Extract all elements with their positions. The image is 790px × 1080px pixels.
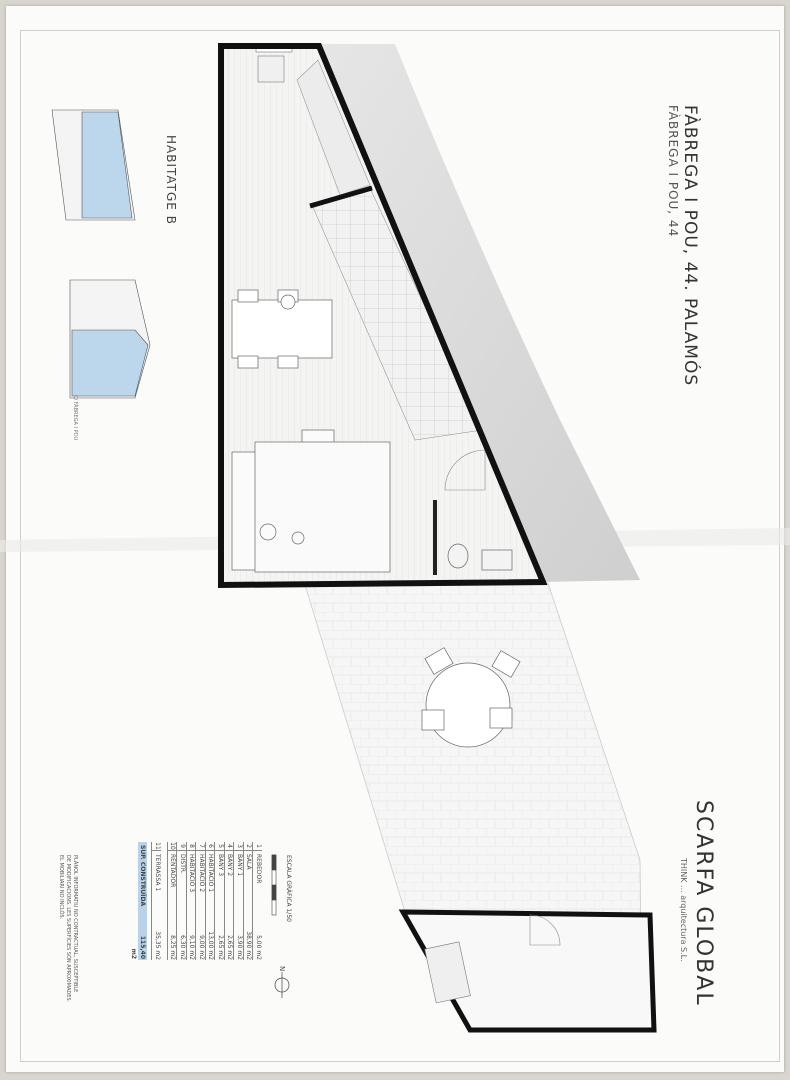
- key-plan-bottom: [70, 280, 150, 398]
- table-row: [177, 842, 187, 960]
- room-name: SALA: [245, 854, 253, 870]
- room-area: 38,90 m2: [245, 931, 253, 960]
- living-furniture: [232, 430, 390, 572]
- project-title: FÀBREGA I POU, 44. PALAMÓS: [680, 105, 700, 387]
- room-name: BANY 1: [236, 854, 243, 877]
- room-area: 2,65 m2: [226, 935, 234, 960]
- room-area: 6,30 m2: [179, 935, 186, 960]
- room-name: RENTADOR: [169, 854, 177, 888]
- room-num: 2: [244, 842, 253, 851]
- room-name: HABITACIÓ 2: [198, 854, 205, 893]
- room-num: 7: [197, 842, 206, 851]
- table-row: [205, 842, 215, 960]
- table-row: [234, 842, 244, 960]
- room-num: 8: [187, 842, 196, 851]
- room-name: HABITACIÓ 1: [207, 854, 215, 893]
- disclaimer-notes: PLÀNOL INFORMATIU NO CONTRACTUAL, SUSCEPTIBLE DE MODIFICACIONS. LES SUPERFÍCIES SÓN APROXIMADES. EL MOBILIARI NO INCLÒS.: [58, 855, 78, 1003]
- table-row: [224, 842, 234, 960]
- table-row: [243, 842, 253, 960]
- room-num: 6: [206, 842, 215, 851]
- room-num: 3: [235, 842, 244, 851]
- area-table: [130, 842, 263, 960]
- table-row: [196, 842, 206, 960]
- room-area: 9,00 m2: [198, 935, 205, 960]
- room-num: 5: [216, 842, 225, 851]
- scale-bar: [272, 855, 276, 915]
- scale-label: ESCALA GRÀFICA 1/50: [285, 855, 292, 922]
- room-area: 5,00 m2: [255, 935, 262, 960]
- room-name: BANY 3: [217, 854, 224, 877]
- table-row: [253, 842, 263, 960]
- table-row: [167, 842, 177, 960]
- north-label: N: [278, 966, 286, 972]
- brand-name: SCARFA GLOBAL: [691, 800, 716, 1007]
- table-row: [186, 842, 196, 960]
- room-area: 13,00 m2: [207, 931, 215, 960]
- room-name: HABITACIÓ 3: [188, 854, 196, 893]
- table-row-total: SUP. CONSTRUÏDA 115,40 m2: [139, 842, 148, 960]
- room-name: REBEDOR: [255, 854, 262, 884]
- key-plan-top: [52, 110, 135, 220]
- room-name: DISTR.: [179, 854, 186, 874]
- room-area: 8,25 m2: [169, 935, 177, 960]
- table-row-terrace: 11 TERRASSA 1 35,35 m2: [152, 842, 162, 960]
- room-area: 2,65 m2: [217, 935, 224, 960]
- room-num: 10: [169, 842, 177, 850]
- appliance: [258, 56, 284, 82]
- room-area: 3,90 m2: [236, 935, 243, 960]
- room-num: 1: [254, 842, 263, 851]
- room-area: 9,10 m2: [188, 935, 196, 960]
- street-label: C/ FÀBREGA I POU: [72, 395, 78, 441]
- room-num: 9: [178, 842, 187, 851]
- room-name: BANY 2: [226, 854, 234, 877]
- project-subtitle: FÀBREGA I POU, 44: [666, 105, 680, 238]
- dining-set: [232, 290, 332, 368]
- housing-label: HABITATGE B: [164, 135, 178, 225]
- room-num: 4: [225, 842, 234, 851]
- brand-tagline: THINK ... arquitectura S.L.: [679, 858, 688, 962]
- north-arrow-icon: [275, 972, 289, 998]
- table-row: [215, 842, 225, 960]
